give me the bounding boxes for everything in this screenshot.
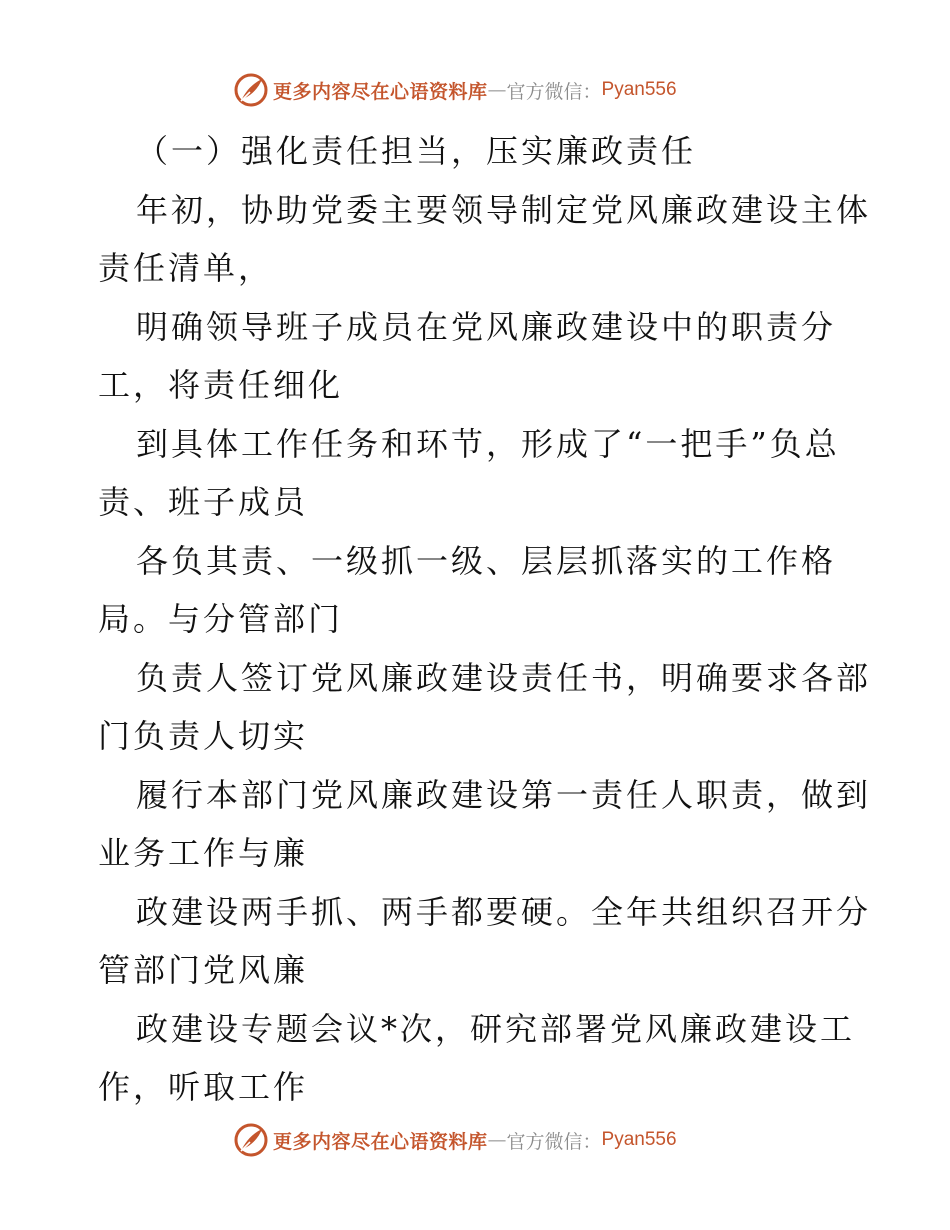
text-line: 管部门党风廉 bbox=[98, 951, 309, 989]
text-line: 明确领导班子成员在党风廉政建设中的职责分 bbox=[136, 307, 837, 346]
text-line: 门负责人切实 bbox=[98, 717, 309, 755]
watermark-header bbox=[233, 72, 677, 108]
text-line: 局。与分管部门 bbox=[98, 600, 344, 638]
watermark-main-text: 更多内容尽在心语资料库 bbox=[273, 80, 488, 103]
watermark-official-label: 官方微信： bbox=[506, 1130, 602, 1153]
watermark-separator: — bbox=[487, 1129, 507, 1151]
watermark-wechat-id: Pyan556 bbox=[601, 1129, 677, 1150]
feather-pen-logo-icon bbox=[233, 72, 269, 108]
watermark-separator: — bbox=[487, 79, 507, 101]
watermark-official-label: 官方微信： bbox=[506, 80, 602, 103]
watermark-footer bbox=[233, 1122, 677, 1158]
text-line: 年初，协助党委主要领导制定党风廉政建设主体 bbox=[136, 190, 872, 229]
feather-pen-logo-icon bbox=[233, 1122, 269, 1158]
text-line: 各负其责、一级抓一级、层层抓落实的工作格 bbox=[136, 541, 837, 580]
text-line: 工，将责任细化 bbox=[98, 366, 344, 404]
text-line: 业务工作与廉 bbox=[98, 834, 309, 872]
watermark-wechat-id: Pyan556 bbox=[601, 79, 677, 100]
watermark-main-text: 更多内容尽在心语资料库 bbox=[273, 1130, 488, 1153]
text-line: （一）强化责任担当，压实廉政责任 bbox=[136, 132, 697, 170]
document-body bbox=[98, 122, 872, 1117]
text-line: 责、班子成员 bbox=[98, 483, 309, 521]
text-line: 责任清单， bbox=[98, 249, 274, 287]
text-line: 履行本部门党风廉政建设第一责任人职责，做到 bbox=[136, 775, 872, 814]
text-line: 政建设专题会议*次，研究部署党风廉政建设工 bbox=[136, 1009, 856, 1048]
text-line: 政建设两手抓、两手都要硬。全年共组织召开分 bbox=[136, 892, 872, 931]
text-line: 负责人签订党风廉政建设责任书，明确要求各部 bbox=[136, 658, 872, 697]
text-line: 作，听取工作 bbox=[98, 1068, 309, 1106]
text-line: 到具体工作任务和环节，形成了“一把手”负总 bbox=[136, 424, 840, 463]
